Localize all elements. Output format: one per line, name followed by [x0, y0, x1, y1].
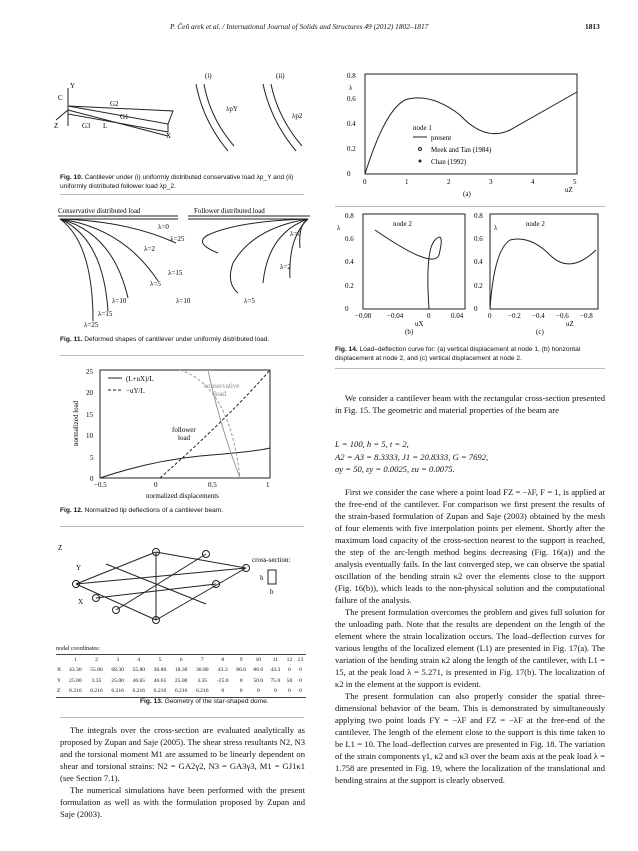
fig10-bent-i-b	[204, 84, 234, 146]
table-cell: 86.6	[236, 667, 247, 673]
table-cell: 50	[286, 677, 293, 684]
fig12-ytick-15: 15	[86, 411, 93, 419]
fig12-legend-1: (L+uX)/L	[126, 375, 154, 383]
fig12-xlabel: normalized displacements	[146, 492, 219, 500]
table-col-header: 7	[200, 656, 204, 663]
fig14a-ylabel: λ	[349, 84, 353, 92]
fig10-Y: Y	[70, 82, 76, 90]
fig11-f-curve-2	[300, 219, 308, 248]
fig11-r-15: λ=15	[168, 269, 183, 277]
table-row	[56, 686, 306, 697]
fig14a-legend-chan: Chan (1992)	[431, 158, 467, 166]
fig10-drawing	[54, 66, 308, 176]
fig14a-xtick-1: 1	[405, 178, 409, 186]
fig14b-ytick-04: 0.4	[345, 258, 354, 266]
running-header	[0, 14, 638, 31]
fig14c-ylabel: λ	[494, 224, 498, 232]
fig13-b: b	[270, 588, 274, 596]
fig11-caption-text: Deformed shapes of cantilever under uniformly distributed load.	[84, 336, 270, 343]
fig13-table-title: nodal coordinates:	[56, 646, 101, 652]
fig14a-xtick-0: 0	[363, 178, 367, 186]
fig11-r-0: λ=0	[290, 230, 301, 238]
equation-1: L = 100, h = 5, t = 2,	[335, 439, 409, 449]
fig14b-ytick-02: 0.2	[345, 282, 354, 290]
fig14c-chart	[470, 210, 605, 335]
fig13-caption-text: Geometry of the star-shaped dome.	[164, 698, 269, 705]
fig14-caption-text: Load–deflection curve for: (a) vertical displacement at node 1, (b) horizontal displacement at node 2, and (c) vertical displacement at node 2.	[335, 346, 581, 362]
table-cell: 0	[239, 688, 243, 694]
fig14a-xtick-4: 4	[531, 178, 535, 186]
fig13-caption	[140, 697, 300, 706]
fig12-annot-load2: load	[178, 434, 191, 442]
table-cell: 68.30	[111, 667, 124, 673]
table-row-axis: Z	[57, 688, 61, 694]
fig12-xtick-05: 0.5	[208, 481, 217, 489]
equations	[335, 438, 605, 476]
fig11-f-curve-5	[290, 219, 308, 278]
table-cell: 0	[273, 688, 277, 694]
fig10-X: X	[166, 132, 172, 140]
fig14b-xlabel: uX	[415, 320, 424, 328]
fig12-chart	[72, 366, 290, 501]
table-col-header: 6	[179, 656, 183, 663]
separator	[335, 206, 605, 207]
right-paragraph-3: The present formulation overcomes the problem and gives full solution for the unloading path. Note that the results are dependent on the length of the element where the strain localization occurs. The load–deflection curves for various lengths of the localized element (L1) are presented in Fig. 17(a). The variation of the bending strain κ2 along the length of the cantilever, with L1 = 15, at the peak load λ = 5.271, is presented in Fig. 17(b). The localization of κ2 in the element at the support is evident.	[335, 607, 605, 689]
fig12-xtick-0: 0	[154, 481, 158, 489]
fig11-left-title: Conservative distributed load	[58, 207, 141, 215]
fig11-r-2: λ=2	[280, 263, 291, 271]
fig11-c-curve-10	[60, 219, 128, 298]
table-cell: 50.0	[253, 677, 264, 684]
table-cell: 8.216	[69, 688, 82, 694]
page-number: 1813	[585, 22, 600, 31]
fig14c-xtick-0: 0	[488, 312, 492, 320]
separator	[60, 194, 304, 195]
fig14c-node: node 2	[526, 220, 545, 228]
fig14c-ytick-0: 0	[474, 305, 478, 313]
fig14b-xtick-4: 0.04	[451, 312, 464, 320]
table-cell: 0	[239, 677, 243, 684]
table-cell: 75.0	[270, 677, 281, 684]
fig14-caption-label: Fig. 14.	[335, 346, 358, 353]
fig12-ytick-0: 0	[90, 475, 94, 483]
fig10-label-ii: (ii)	[276, 72, 285, 80]
table-corner	[56, 654, 65, 665]
fig12-ytick-20: 20	[86, 389, 93, 397]
table-col-header: 1	[73, 656, 77, 663]
fig10-G2: G2	[110, 100, 119, 108]
table-cell: 0	[256, 688, 260, 694]
fig14c-xtick-1: −0.2	[508, 312, 521, 320]
fig11-r-25: λ=25	[170, 235, 185, 243]
fig14-caption	[335, 345, 605, 363]
separator	[335, 368, 605, 369]
table-col-header: 2	[95, 656, 98, 663]
fig14c-xtick-3: −0.6	[556, 312, 569, 320]
fig14c-curve	[490, 239, 596, 309]
table-row	[56, 676, 306, 687]
fig14a-ytick-04: 0.4	[347, 120, 356, 128]
fig13-table	[56, 645, 306, 698]
table-cell: 55.80	[132, 667, 146, 673]
fig13-Z: Z	[58, 544, 63, 552]
table-cell: 25.00	[69, 677, 82, 684]
right-paragraph-2: First we consider the case where a point load FZ = −λF, F = 1, is applied at the free-end of the cantilever. For comparison we first present the results of the strain-based formulation of Zupan and Saje (2003) obtained by the mesh of four elements with five interpolation points per element. Shortly after the maximum load capacity of the cross-section nearest to the support is reached, the step of the arc-length method begins decreasing (Fig. 16(a)) and the analysis eventually fails. In the last converged step, we can observe the spatial oscillation of the bending strain κ2 over the elements close to the support (Fig. 16(b)), which leads to the non-physical solution and the computational failure of the analysis.	[335, 487, 605, 605]
table-col-header: 12	[286, 656, 293, 663]
table-cell: 46.65	[153, 677, 167, 684]
fig12-ytick-25: 25	[86, 368, 93, 376]
table-col-header: 11	[272, 656, 279, 663]
fig14b-xtick-1: −0.08	[355, 312, 372, 320]
fig11-c-curve-25	[60, 219, 93, 321]
fig11-caption-label: Fig. 11.	[60, 336, 83, 343]
table-cell: 43.3	[270, 667, 281, 673]
table-cell: 25.00	[174, 677, 188, 684]
table-cell: 6.216	[195, 688, 209, 694]
fig14b-ylabel: λ	[337, 224, 341, 232]
fig11-r-10: λ=10	[176, 297, 191, 305]
fig12-annot-fol: follower	[172, 426, 196, 434]
fig11-c-curve-15	[60, 219, 108, 311]
table-cell: 6.216	[111, 688, 124, 694]
table-cell: 55.80	[90, 667, 103, 673]
fig14b-panel: (b)	[405, 328, 414, 336]
fig14a-ytick-0: 0	[347, 170, 351, 178]
fig10-caption	[60, 173, 305, 191]
fig10-bent-i-a	[196, 84, 228, 151]
right-paragraph-1: We consider a cantilever beam with the rectangular cross-section presented in Fig. 15. The geometric and material properties of the beam are	[335, 393, 605, 415]
fig13-h: h	[260, 574, 264, 582]
fig13-cross-section: cross-section:	[252, 556, 291, 564]
fig13-X: X	[78, 598, 84, 606]
table-cell: 86.6	[253, 667, 264, 673]
left-body	[60, 724, 305, 820]
fig14c-xtick-4: −0.8	[580, 312, 593, 320]
fig11-r-5: λ=5	[244, 297, 255, 305]
fig14b-xtick-2: −0.04	[387, 312, 404, 320]
table-cell: 6.216	[153, 688, 167, 694]
table-col-header: 13	[297, 656, 304, 663]
right-body	[335, 486, 605, 786]
table-cell: 0	[299, 677, 302, 684]
fig14a-legend-meek: Meek and Tan (1984)	[431, 146, 492, 154]
table-row	[56, 665, 306, 676]
fig12-ylabel: normalized load	[72, 400, 80, 446]
fig14a-panel: (a)	[463, 190, 471, 198]
separator	[60, 717, 304, 718]
fig11-right-title: Follower distributed load	[194, 207, 265, 215]
fig12-ytick-5: 5	[90, 454, 94, 462]
fig10-caption-label: Fig. 10.	[60, 174, 83, 181]
table-cell: 0	[288, 688, 291, 694]
table-col-header: 4	[137, 656, 141, 663]
separator	[60, 355, 304, 356]
fig14c-xlabel: uZ	[566, 320, 574, 328]
table-cell: -25.0	[216, 677, 229, 684]
table-cell: 46.65	[132, 677, 146, 684]
fig14c-ytick-04: 0.4	[474, 258, 483, 266]
fig14a-node: node 1	[413, 124, 432, 132]
fig10-Z: Z	[54, 122, 59, 130]
fig14c-ytick-02: 0.2	[474, 282, 483, 290]
fig14a-ytick-06: 0.6	[347, 95, 356, 103]
left-paragraph-1: The integrals over the cross-section are evaluated analytically as proposed by Zupan and Saje (2005). The shear stress resultants N2, N3 and the torsional moment M1 are assumed to be linearly dependent on shear and torsional strains: N2 = GA2γ2, N3 = GA3γ3, M1 = GJ1κ1 (see Section 7.1).	[60, 725, 305, 783]
fig14a-legend-present: present	[431, 134, 452, 142]
table-col-header: 10	[255, 656, 262, 663]
fig14a-xtick-2: 2	[447, 178, 451, 186]
fig10-L: L	[103, 122, 108, 130]
left-paragraph-2: The numerical simulations have been performed with the present formulation as well as with the formulation proposed by Zupan and Saje (2003).	[60, 785, 305, 819]
table-cell: 0	[299, 688, 302, 694]
fig14c-panel: (c)	[536, 328, 544, 336]
table-cell: 3.35	[91, 677, 102, 684]
fig13-Y: Y	[76, 564, 82, 572]
fig12-follower-solid	[100, 448, 270, 478]
table-cell: 43.3	[217, 667, 228, 673]
fig12-xtick-m05: −0.5	[94, 481, 107, 489]
equation-3: σy = 50, εy = 0.0025, εu = 0.0075.	[335, 464, 455, 474]
fig12-annot-load: load	[214, 390, 227, 398]
fig11-l-2: λ=2	[144, 245, 155, 253]
table-cell: 3.35	[197, 677, 208, 684]
fig13-drawing	[56, 534, 308, 634]
fig10-G3: G3	[82, 122, 91, 130]
fig10-label-i: (i)	[205, 72, 212, 80]
table-col-header: 9	[239, 656, 243, 663]
fig14c-ytick-06: 0.6	[474, 235, 483, 243]
fig10-pY: λpY	[226, 105, 238, 113]
fig10-axis-z	[56, 110, 68, 120]
table-cell: 0	[299, 667, 302, 673]
fig12-ytick-10: 10	[86, 432, 93, 440]
table-cell: 30.80	[153, 667, 167, 673]
table-cell: 30.80	[195, 667, 209, 673]
fig14c-xtick-2: −0.4	[532, 312, 545, 320]
fig11-l-25: λ=25	[84, 321, 99, 329]
fig11-caption	[60, 335, 305, 344]
fig10-caption-text: Cantilever under (i) uniformly distributed conservative load λp_Y and (ii) uniformly distributed follower load λp_2.	[60, 174, 294, 190]
table-col-header: 8	[221, 656, 225, 663]
table-cell: 6.216	[174, 688, 188, 694]
fig14a-curve	[365, 92, 577, 174]
table-cell: 25.00	[111, 677, 124, 684]
fig14b-node: node 2	[393, 220, 412, 228]
right-body-intro	[335, 392, 605, 416]
fig12-caption-text: Normalized tip deflections of a cantilever beam.	[84, 507, 224, 514]
table-row-axis: Y	[57, 677, 62, 684]
fig11-drawing	[58, 203, 310, 328]
fig12-caption	[60, 506, 305, 515]
fig11-l-10: λ=10	[112, 297, 127, 305]
equation-2: A2 = A3 = 8.3333, J1 = 20.8333, G = 7692,	[335, 451, 489, 462]
journal-citation: P. Čeň arek et al. / International Journal of Solids and Structures 49 (2012) 1802–1817	[170, 22, 429, 31]
fig14b-ytick-08: 0.8	[345, 212, 354, 220]
fig10-p2: λp2	[292, 112, 303, 120]
fig14c-ytick-08: 0.8	[474, 212, 483, 220]
table-cell: 0	[288, 667, 291, 673]
table-cell: 43.30	[69, 667, 82, 673]
fig11-l-15: λ=15	[98, 310, 113, 318]
fig14b-ytick-06: 0.6	[345, 235, 354, 243]
fig12-annot-cons: conservative	[204, 382, 240, 390]
fig13-caption-label: Fig. 13.	[140, 698, 163, 705]
fig12-xtick-1: 1	[266, 481, 270, 489]
fig14a-ytick-08: 0.8	[347, 72, 356, 80]
fig10-C: C	[58, 94, 63, 102]
fig12-caption-label: Fig. 12.	[60, 507, 83, 514]
table-col-header: 5	[158, 656, 162, 663]
fig14a-xlabel: uZ	[565, 186, 573, 194]
table-row-axis: X	[57, 667, 62, 673]
fig14b-xtick-3: 0	[427, 312, 431, 320]
fig14a-xtick-5: 5	[573, 178, 577, 186]
fig14a-xtick-3: 3	[489, 178, 493, 186]
separator	[60, 526, 304, 527]
table-col-header: 3	[116, 656, 120, 663]
fig11-l-0: λ=0	[158, 223, 169, 231]
fig14a-ytick-02: 0.2	[347, 145, 356, 153]
fig14b-curve	[375, 230, 441, 309]
right-paragraph-4: The present formulation can also properly consider the spatial three-dimensional behavior of the beam. This is demonstrated by simultaneously applying two point loads FY = −λF and FZ = −λF at the free-end of the cantilever. The length of the element close to the support is this time taken to be L1 = 10. The load–deflection curves are presented in Fig. 18. The variation of the strain components γ1, κ2 and κ3 over the beam axis at the peak load λ = 1.758 are presented in Fig. 19, where the localization of the translational and bending strains at the support is clearly observed.	[335, 691, 605, 785]
fig12-legend-2: −uY/L	[126, 387, 145, 395]
fig14b-ytick-0: 0	[345, 305, 349, 313]
fig10-G1: G1	[120, 113, 129, 121]
fig11-l-5: λ=5	[150, 280, 161, 288]
table-cell: 0	[221, 688, 225, 694]
table-cell: 6.216	[132, 688, 146, 694]
fig14a-chart	[335, 70, 585, 200]
table-cell: 6.216	[90, 688, 103, 694]
table-cell: 18.30	[174, 667, 188, 673]
fig14b-chart	[335, 210, 470, 335]
